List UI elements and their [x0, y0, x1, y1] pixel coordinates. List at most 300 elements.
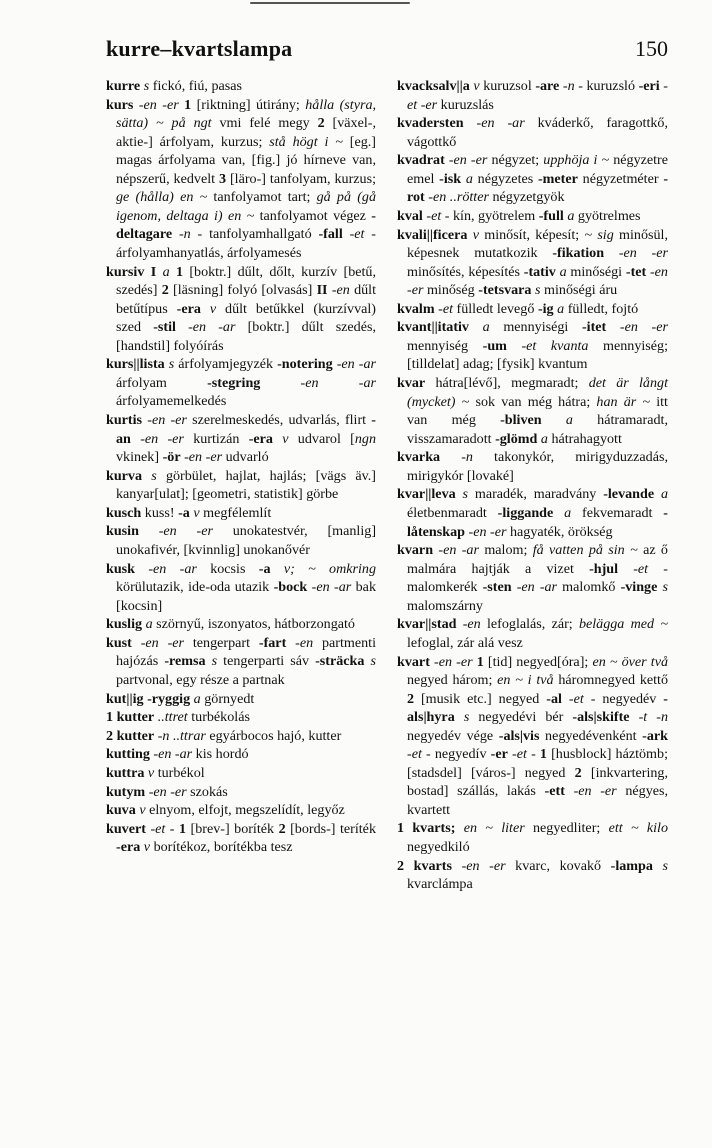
headword: -vinge — [620, 579, 658, 596]
grammar-note: han är ~ — [596, 393, 651, 410]
dictionary-entry — [397, 151, 668, 207]
definition-text: negyedliter; — [524, 820, 609, 837]
definition-text: szörnyű, iszonyatos, hátborzongató — [152, 616, 355, 633]
definition-text: negyedévenként — [539, 727, 643, 744]
dictionary-entry — [397, 615, 668, 652]
dictionary-entry — [106, 411, 376, 467]
definition-text: árfolyam — [116, 374, 208, 391]
grammar-note: a — [660, 486, 668, 503]
definition-text: dűlt betűtípus — [116, 282, 376, 317]
grammar-note: a — [557, 300, 565, 317]
definition-text — [469, 319, 483, 335]
headword: kvacksalv||a — [397, 78, 470, 94]
grammar-note: s — [370, 653, 376, 670]
headword: -levande — [603, 486, 655, 503]
grammar-note: a — [567, 207, 575, 224]
dictionary-entry — [397, 819, 668, 856]
definition-text: [husblock] háztömb; [stadsdel] [város-] negyed — [407, 746, 668, 781]
headword: -deltagare — [116, 207, 376, 243]
definition-text: tengerpart — [184, 634, 259, 651]
grammar-note: -en -ar — [336, 356, 376, 373]
definition-text: maradék, maradvány — [468, 486, 604, 503]
definition-text: bak [kocsin] — [116, 579, 376, 614]
headword: -eri — [638, 78, 660, 94]
right-column — [397, 77, 668, 894]
grammar-note: -en -er — [184, 449, 223, 466]
grammar-note: det är långt (mycket) ~ — [407, 375, 668, 410]
headword: -fikation — [552, 245, 605, 262]
definition-text: görbület, hajlat, hajlás; [vägs äv.] kanyar[ulat]; [geometri, statistik] görbe — [116, 467, 376, 503]
dictionary-entry — [397, 541, 668, 615]
grammar-note: -et — [568, 690, 584, 707]
headword: -låtenskap — [407, 505, 668, 540]
definition-text: vmi felé megy — [211, 115, 318, 132]
definition-text — [273, 431, 282, 447]
headword: kusch — [106, 504, 142, 521]
definition-text: mennyiség — [407, 337, 483, 354]
definition-text — [452, 858, 462, 874]
grammar-note: -en -ar — [438, 542, 479, 559]
definition-text: partmenti hajózás — [116, 634, 376, 670]
definition-text: háromnegyed kettő — [553, 672, 668, 689]
definition-text: partvonal, egy része a partnak — [116, 671, 285, 688]
grammar-note: ngn — [354, 430, 376, 447]
dictionary-entry — [106, 263, 376, 356]
grammar-note: s — [168, 356, 175, 373]
definition-text: minősít, képesít; — [478, 226, 585, 243]
grammar-note: a — [540, 430, 548, 447]
top-edge-mark — [250, 2, 410, 4]
headword: -ig — [537, 300, 554, 317]
definition-text: négyes, kvartett — [407, 783, 669, 818]
headword: kvar — [397, 375, 426, 392]
grammar-note: -en -ar — [153, 746, 193, 763]
definition-text: [växel-, aktie-] árfolyam, kurzus; — [116, 115, 376, 150]
definition-text — [456, 486, 463, 502]
grammar-note: ett ~ kilo — [608, 820, 669, 837]
definition-text: minőségi áru — [540, 282, 618, 299]
definition-text: minőségi — [566, 263, 626, 280]
dictionary-entry — [106, 801, 376, 820]
grammar-note: upphöja i ~ — [543, 152, 610, 169]
grammar-note: -en -er — [448, 152, 488, 169]
grammar-note: ~ sig — [584, 226, 614, 243]
dictionary-entry — [106, 467, 376, 504]
headword: -a — [178, 504, 190, 521]
grammar-note: -et -er — [407, 78, 668, 113]
headword: kurs||lista — [106, 356, 165, 373]
grammar-note: en ~ i två — [497, 672, 554, 689]
definition-text: kuss! — [141, 504, 179, 521]
definition-text: negyedévi bér — [469, 709, 573, 726]
grammar-note: belägga med ~ — [578, 616, 668, 633]
headword: kurva — [106, 467, 143, 484]
definition-text: négyzetméter — [577, 170, 664, 187]
definition-text — [131, 431, 140, 447]
headword: 2 kvarts — [397, 857, 452, 874]
definition-text: hagyaték, örökség — [506, 523, 613, 540]
definition-text — [132, 635, 141, 651]
definition-text: - kín, gyötrelem — [441, 207, 539, 224]
definition-text: malomszárny — [407, 597, 483, 614]
headword: -itet — [581, 319, 607, 336]
definition-text — [440, 449, 461, 465]
dictionary-entry — [106, 764, 376, 783]
headword: kust — [106, 634, 132, 651]
headword: -are — [535, 78, 560, 94]
dictionary-entry — [106, 615, 376, 634]
headword: 2 — [317, 115, 325, 132]
grammar-note: -en -er — [573, 783, 617, 800]
grammar-note: ..ttret — [157, 709, 188, 726]
grammar-note: -en -ar — [476, 115, 525, 132]
headword: -fart — [258, 634, 287, 651]
headword: -stegring — [207, 374, 261, 391]
definition-text: minősül, képesnek mutatkozik — [407, 226, 668, 262]
grammar-note: -n ..ttrar — [157, 727, 206, 744]
definition-text: hátrahagyott — [547, 430, 622, 447]
headword: -tet — [625, 263, 647, 280]
definition-text: negyed három; — [407, 672, 498, 689]
definition-text: [riktning] útirány; — [191, 96, 306, 113]
definition-text: vkinek] — [116, 449, 163, 466]
grammar-note: a — [193, 690, 201, 707]
grammar-note: v; ~ omkring — [283, 560, 377, 577]
grammar-note: -en -er — [148, 783, 187, 800]
dictionary-entry — [106, 634, 376, 690]
headword: 2 — [278, 820, 286, 837]
definition-text: kis hordó — [192, 746, 249, 763]
grammar-note: v — [282, 430, 289, 447]
definition-text: az ő malmára hajtják a vizet — [407, 542, 668, 577]
headword: -rot — [407, 170, 669, 206]
headword: -isk — [439, 170, 462, 187]
headword: -notering — [277, 356, 333, 373]
grammar-note: -en — [462, 616, 481, 633]
headword: kutym — [106, 783, 146, 800]
headword: -ör — [162, 449, 181, 466]
dictionary-entry — [106, 820, 376, 857]
definition-text — [142, 468, 151, 484]
headword: -fall — [318, 226, 343, 243]
definition-text: négyzetre emel — [407, 152, 669, 187]
headword: kvadrat — [397, 152, 445, 169]
grammar-note: s — [143, 78, 150, 94]
grammar-note: -et — [426, 207, 442, 224]
grammar-note: -et — [633, 560, 649, 577]
dictionary-entry — [106, 745, 376, 764]
headword: kut||ig -ryggig — [106, 690, 191, 707]
definition-text: kuruzsol — [479, 78, 536, 94]
definition-text: lefoglalás, zár; — [480, 616, 579, 633]
definition-text: udvarló — [222, 449, 269, 466]
headword: -bock — [273, 579, 308, 596]
headword: -als|skifte — [572, 709, 630, 726]
definition-text: udvarol [ — [288, 430, 355, 447]
definition-text: - negyedév — [583, 690, 664, 707]
grammar-note: a — [145, 616, 153, 633]
dictionary-entry — [106, 522, 376, 559]
definition-text: tanfolyamot végez — [254, 207, 372, 224]
definition-text: turbékolás — [187, 709, 250, 726]
headword: kvalm — [397, 300, 435, 317]
definition-text — [172, 226, 179, 242]
grammar-note: a — [559, 263, 567, 280]
left-column — [106, 77, 376, 857]
definition-text — [139, 523, 159, 539]
definition-text: árfolyamjegyzék — [174, 356, 278, 373]
definition-text: [inkvartering, bostad] szállás, lakás — [407, 764, 669, 800]
grammar-note: -en -er — [468, 523, 507, 540]
headword: kuslig — [106, 616, 143, 633]
definition-text: [boktr.] dűlt, dőlt, kurzív [betű, szedés] — [116, 263, 376, 299]
headword: -bliven — [500, 412, 542, 429]
headword: 1 — [539, 746, 547, 763]
headword: -era — [248, 430, 273, 447]
definition-text — [604, 245, 619, 261]
grammar-note: -en -er — [461, 857, 506, 874]
headword: -als|hyra — [407, 690, 668, 726]
grammar-note: -en -er — [147, 412, 187, 429]
definition-text — [630, 709, 639, 725]
grammar-note: -et — [438, 300, 453, 317]
headword: 3 — [218, 170, 227, 187]
definition-text: mennyiségi — [489, 319, 582, 336]
headword: -full — [538, 207, 564, 224]
definition-text: [läro-] tanfolyam, kurzus; — [226, 170, 377, 187]
grammar-note: v — [193, 504, 200, 521]
dictionary-entry — [106, 96, 376, 263]
definition-text: hátra[lévő], megmaradt; — [425, 375, 589, 392]
grammar-note: -en -er — [407, 263, 668, 299]
definition-text: [musik etc.] negyed — [414, 690, 547, 707]
dictionary-entry — [397, 300, 668, 319]
definition-text: sok van még hátra; — [469, 393, 597, 410]
headword: -er — [490, 746, 508, 763]
headword: kusk — [106, 560, 135, 577]
grammar-note: s — [463, 709, 470, 726]
definition-text: minőség — [423, 282, 479, 299]
grammar-note: -en -er — [138, 96, 179, 113]
headword: 1 kvarts; — [397, 820, 456, 837]
headword: -remsa — [164, 653, 206, 670]
definition-text: - tanfolyamhallgató — [190, 226, 319, 243]
grammar-note: v — [139, 802, 146, 819]
headword: kvadersten — [397, 115, 464, 132]
definition-text: tanfolyamot tart; — [207, 189, 317, 206]
definition-text: kurtizán — [183, 430, 249, 447]
definition-text: fülledt, fojtó — [564, 300, 639, 317]
grammar-note: s — [151, 467, 157, 484]
headword: kvart — [397, 653, 430, 670]
grammar-note: v — [473, 78, 480, 94]
dictionary-entry — [106, 77, 376, 96]
grammar-note: -en -er — [618, 245, 668, 262]
grammar-note: s — [662, 579, 668, 596]
definition-text: minősítés, képesítés — [407, 263, 524, 280]
definition-text: életbenmaradt — [407, 505, 498, 521]
definition-text: kvarc, kovakő — [505, 857, 611, 874]
grammar-note: s — [662, 857, 668, 874]
definition-text: kocsis — [196, 560, 259, 577]
headword: -liggande — [497, 505, 554, 521]
definition-text: [bords-] teríték — [285, 820, 376, 837]
definition-text — [286, 635, 295, 651]
dictionary-entry — [397, 857, 668, 894]
definition-text: [tid] negyed[óra]; — [483, 653, 593, 670]
dictionary-entry — [397, 114, 668, 151]
grammar-note: stå högt i ~ — [269, 133, 343, 150]
grammar-note: s — [462, 486, 469, 503]
headword: -ark — [642, 727, 668, 744]
grammar-note: få vatten på sin ~ — [532, 542, 638, 559]
definition-text: fekvemaradt — [571, 505, 664, 521]
definition-text: - — [526, 746, 540, 763]
definition-text: malomkő — [557, 579, 621, 596]
definition-text: kváderkő, faragottkő, vágottkő — [407, 115, 668, 150]
grammar-note: -n - — [562, 78, 583, 94]
grammar-note: -en -ar — [148, 560, 197, 577]
headword: kurtis — [106, 412, 143, 429]
definition-text: kvarclámpa — [407, 876, 473, 893]
definition-text: fülledt levegő — [453, 300, 538, 317]
headword: -an — [116, 412, 376, 447]
grammar-note: -en -er — [434, 653, 473, 670]
definition-text: - malomkerék — [407, 560, 668, 596]
definition-text: szerelmeskedés, udvarlás, flirt — [186, 412, 372, 429]
grammar-note: -en -er — [619, 319, 668, 336]
grammar-note: -et — [407, 746, 422, 763]
grammar-note: -en — [331, 282, 350, 299]
dictionary-entry — [106, 504, 376, 523]
headword: 1 — [184, 96, 192, 113]
headword: -um — [482, 337, 507, 354]
definition-text — [654, 486, 661, 502]
grammar-note: a — [564, 505, 572, 521]
headword: -al — [546, 690, 562, 707]
definition-text: kuruzslás — [437, 96, 494, 113]
grammar-note: -en -er — [140, 430, 184, 447]
grammar-note: v — [209, 300, 217, 317]
dictionary-entry — [397, 207, 668, 226]
running-head: kurre–kvartslampa — [106, 36, 293, 61]
definition-text: mennyiség; [tilldelat] adag; [fysik] kvantum — [407, 337, 668, 373]
definition-text: lefoglal, zár alá vesz — [407, 634, 523, 651]
headword: kurs — [106, 96, 134, 113]
headword: kursiv I — [106, 263, 157, 280]
definition-text — [135, 561, 148, 577]
grammar-note: -t -n — [638, 709, 668, 726]
dictionary-entry — [106, 783, 376, 802]
definition-text: [brev-] boríték — [186, 820, 279, 837]
headword: kvar||stad — [397, 616, 457, 633]
grammar-note: -n — [178, 226, 191, 243]
definition-text: - árfolyamhanyatlás, árfolyamesés — [116, 226, 376, 261]
grammar-note: gå på (gå igenom, deltaga i) en ~ — [116, 189, 376, 224]
headword: -era — [176, 300, 201, 317]
grammar-note: -en — [295, 634, 314, 651]
definition-text: - negyedív — [421, 746, 491, 763]
grammar-note: -en -ar — [311, 579, 352, 596]
dictionary-entry — [106, 727, 376, 746]
headword: kvar||leva — [397, 486, 456, 503]
definition-text: [eg.] magas árfolyama van, [fig.] jó hírneve van, népszerű, kedvelt — [116, 133, 376, 187]
headword: kuvert — [106, 820, 146, 837]
headword: II — [316, 282, 328, 299]
definition-text: árfolyamemelkedés — [116, 393, 227, 410]
definition-text: takonykór, mirigyduzzadás, mirigykór [lovaké] — [407, 449, 668, 484]
grammar-note: -et - — [150, 820, 175, 837]
grammar-note: -et — [349, 226, 365, 243]
definition-text — [201, 301, 210, 317]
definition-text: gyötrelmes — [574, 207, 641, 224]
definition-text: [boktr.] dűlt szedés, [handstil] folyóírás — [116, 319, 376, 354]
definition-text: egyárbocos hajó, kutter — [205, 727, 342, 744]
headword: -sten — [482, 579, 512, 596]
definition-text: szokás — [186, 783, 228, 800]
definition-text: négyzetes — [472, 170, 538, 187]
headword: -tetsvara — [478, 282, 532, 299]
dictionary-entry — [397, 374, 668, 448]
definition-text: [läsning] folyó [olvasás] — [168, 282, 317, 299]
definition-text — [565, 783, 574, 799]
dictionary-entry — [397, 448, 668, 485]
headword: kusin — [106, 523, 139, 540]
grammar-note: a — [482, 319, 490, 336]
grammar-note: -en -ar — [188, 319, 236, 336]
grammar-note: -et kvanta — [521, 337, 589, 354]
definition-text: negyedkiló — [407, 839, 470, 856]
definition-text: unokatestvér, [manlig] unokafivér, [kvinnlig] unokanővér — [116, 523, 377, 558]
headword: -era — [116, 839, 141, 856]
definition-text — [542, 412, 566, 428]
definition-text — [260, 375, 300, 391]
definition-text: fickó, fiú, pasas — [149, 78, 242, 94]
dictionary-entry — [397, 226, 668, 300]
definition-text — [653, 858, 663, 874]
definition-text: elnyom, elfojt, megszelídít, legyőz — [145, 802, 345, 819]
grammar-note: hålla (styra, sätta) ~ på ngt — [116, 96, 377, 132]
dictionary-entry — [106, 560, 376, 616]
dictionary-entry — [106, 690, 376, 709]
grammar-note: s — [211, 653, 218, 670]
headword: kval — [397, 207, 423, 224]
headword: -als|vis — [498, 727, 540, 744]
headword: -a — [258, 560, 271, 577]
headword: 2 — [407, 690, 415, 707]
headword: -ett — [544, 783, 565, 800]
headword: kvarn — [397, 542, 434, 559]
definition-text — [176, 319, 188, 335]
definition-text: itt van még — [407, 393, 668, 429]
dictionary-entry — [106, 355, 376, 411]
headword: kuva — [106, 802, 136, 819]
dictionary-entry — [397, 485, 668, 541]
definition-text — [618, 561, 633, 577]
headword: kurre — [106, 78, 141, 94]
dictionary-entry — [106, 708, 376, 727]
headword: -meter — [537, 170, 578, 187]
dictionary-entry — [397, 77, 668, 114]
headword: kvarka — [397, 449, 441, 466]
grammar-note: ge (hålla) en ~ — [116, 189, 208, 206]
definition-text — [343, 226, 350, 242]
headword: 2 — [161, 282, 169, 299]
definition-text: négyzetgyök — [488, 189, 565, 206]
definition-text — [455, 709, 464, 725]
definition-text: hátramaradt, visszamaradott — [407, 412, 668, 447]
page-header — [106, 36, 668, 66]
